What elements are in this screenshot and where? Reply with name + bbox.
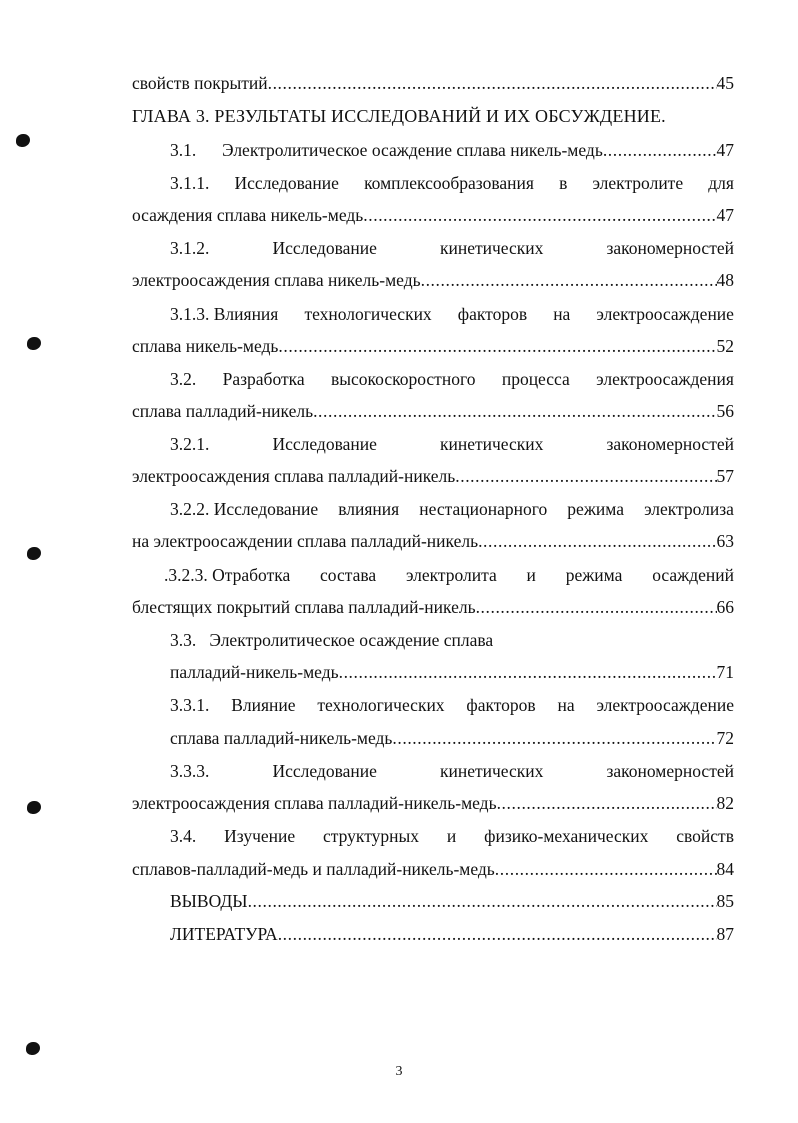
toc-word: факторов	[457, 304, 528, 324]
toc-entry-title: осаждения сплава никель-медь	[132, 205, 364, 225]
toc-word: и	[526, 565, 536, 585]
toc-word: Влияние	[231, 695, 296, 715]
toc-page-number: 48	[716, 270, 734, 290]
toc-entry-title: сплава палладий-никель	[132, 401, 314, 421]
toc-entry-line	[132, 203, 734, 227]
toc-word: Исследование	[272, 761, 377, 781]
toc-word: комплексообразования	[364, 173, 534, 193]
toc-page-number: 87	[716, 924, 734, 944]
toc-entry-title: на электроосаждении сплава палладий-никель	[132, 531, 479, 551]
toc-word: электролита	[405, 565, 497, 585]
toc-section-number: 3.4.	[170, 826, 197, 846]
dot-leader	[313, 399, 716, 423]
dot-leader	[495, 857, 717, 881]
toc-word: на	[553, 304, 571, 324]
toc-word: электролиза	[644, 499, 734, 519]
toc-entry-line	[170, 497, 734, 521]
dot-leader	[248, 889, 717, 913]
binder-hole-mark	[26, 1042, 40, 1055]
toc-entry-line	[170, 726, 734, 750]
toc-entry-line	[132, 857, 734, 881]
toc-word: структурных	[323, 826, 419, 846]
toc-entry-title: электроосаждения сплава палладий-никель-медь	[132, 793, 497, 813]
toc-section-number: 3.1.1.	[170, 173, 210, 193]
toc-word: технологических	[304, 304, 432, 324]
toc-word: закономерностей	[606, 238, 734, 258]
toc-entry-title: электроосаждения сплава никель-медь	[132, 270, 421, 290]
toc-word: электроосаждения	[596, 369, 734, 389]
toc-entry-line	[164, 563, 734, 587]
toc-word: нестационарного	[419, 499, 548, 519]
toc-section-number: 3.2.1.	[170, 434, 210, 454]
toc-page-number: 85	[716, 891, 734, 911]
toc-entry-title: электроосаждения сплава палладий-никель	[132, 466, 456, 486]
toc-entry-line	[170, 171, 734, 195]
toc-entry-title: сплавов-палладий-медь и палладий-никель-медь	[132, 859, 495, 879]
toc-entry-title: блестящих покрытий сплава палладий-никель	[132, 597, 476, 617]
toc-entry-line	[170, 693, 734, 717]
dot-leader	[278, 922, 717, 946]
toc-entry-line	[132, 71, 734, 95]
toc-word: кинетических	[439, 761, 544, 781]
toc-entry-line	[132, 399, 734, 423]
toc-entry-line	[132, 791, 734, 815]
toc-entry-title: палладий-никель-медь	[170, 662, 339, 682]
toc-entry-line	[170, 138, 734, 162]
toc-section-number: 3.2.2. Исследование	[170, 499, 319, 519]
toc-page-number: 71	[716, 662, 734, 682]
toc-word: кинетических	[439, 238, 544, 258]
toc-section-number: 3.1.	[170, 140, 197, 160]
toc-word: электролите	[592, 173, 684, 193]
toc-entry-line	[132, 529, 734, 553]
toc-word: влияния	[338, 499, 400, 519]
toc-word: Разработка	[222, 369, 305, 389]
page-number: 3	[395, 1064, 403, 1079]
toc-page-number: 56	[716, 401, 734, 421]
toc-word: процесса	[501, 369, 570, 389]
toc-page-number: 84	[716, 859, 734, 879]
dot-leader	[363, 203, 716, 227]
toc-entry-line	[170, 824, 734, 848]
toc-entry-line	[132, 334, 734, 358]
dot-leader	[339, 660, 717, 684]
binder-hole-mark	[27, 801, 41, 814]
toc-entry-line	[170, 367, 734, 391]
toc-page-number: 47	[716, 140, 734, 160]
toc-entry-line: 3.3. Электролитическое осаждение сплава	[170, 630, 494, 650]
toc-entry-title: Электролитическое осаждение сплава никель-медь	[222, 140, 603, 160]
toc-page-number: 45	[716, 73, 734, 93]
toc-word: электроосаждение	[596, 695, 734, 715]
toc-word: физико-механических	[484, 826, 649, 846]
toc-entry-title: ВЫВОДЫ	[170, 891, 248, 911]
toc-word: режима	[565, 565, 623, 585]
toc-section-number: 3.3.1.	[170, 695, 210, 715]
chapter-heading: ГЛАВА 3. РЕЗУЛЬТАТЫ ИССЛЕДОВАНИЙ И ИХ ОБСУЖДЕНИЕ.	[132, 106, 666, 126]
toc-page-number: 52	[716, 336, 734, 356]
toc-entry-line	[170, 432, 734, 456]
toc-word: для	[708, 173, 734, 193]
dot-leader	[497, 791, 717, 815]
toc-entry-line	[132, 595, 734, 619]
toc-word: факторов	[466, 695, 536, 715]
dot-leader	[278, 334, 716, 358]
toc-entry-line	[132, 464, 734, 488]
dot-leader	[455, 464, 716, 488]
toc-word: Исследование	[272, 434, 377, 454]
toc-entry-line	[170, 660, 734, 684]
toc-entry-title: сплава палладий-никель-медь	[170, 728, 393, 748]
toc-word: Изучение	[224, 826, 296, 846]
toc-entry-title: ЛИТЕРАТУРА	[170, 924, 278, 944]
toc-word: и	[446, 826, 457, 846]
toc-entry-title: сплава никель-медь	[132, 336, 279, 356]
toc-word: закономерностей	[606, 761, 734, 781]
toc-word: закономерностей	[606, 434, 734, 454]
toc-page-number: 47	[716, 205, 734, 225]
toc-entry-title: свойств покрытий	[132, 73, 268, 93]
dot-leader	[268, 71, 717, 95]
toc-word: электроосаждение	[596, 304, 734, 324]
toc-word: в	[559, 173, 568, 193]
toc-word: Исследование	[272, 238, 377, 258]
toc-entry-line	[132, 268, 734, 292]
binder-hole-mark	[16, 134, 30, 147]
toc-entry-line	[170, 302, 734, 326]
toc-page-number: 63	[716, 531, 734, 551]
toc-section-number: 3.1.2.	[170, 238, 210, 258]
dot-leader	[421, 268, 717, 292]
binder-hole-mark	[27, 547, 41, 560]
dot-leader	[478, 529, 716, 553]
toc-word: высокоскоростного	[331, 369, 476, 389]
toc-section-number: 3.1.3. Влияния	[170, 304, 279, 324]
toc-word: свойств	[676, 826, 734, 846]
toc-entry-line	[170, 922, 734, 946]
toc-entry-line	[170, 759, 734, 783]
toc-entry-line	[170, 889, 734, 913]
toc-page-number: 82	[716, 793, 734, 813]
toc-page-number: 72	[716, 728, 734, 748]
dot-leader	[476, 595, 717, 619]
toc-page-number: 57	[716, 466, 734, 486]
toc-word: состава	[320, 565, 377, 585]
toc-word: режима	[567, 499, 624, 519]
toc-page-number: 66	[716, 597, 734, 617]
toc-word: осаждений	[652, 565, 734, 585]
binder-hole-mark	[27, 337, 41, 350]
dot-leader	[392, 726, 716, 750]
toc-section-number: 3.2.	[170, 369, 197, 389]
toc-section-number: 3.3.3.	[170, 761, 210, 781]
toc-word: Исследование	[234, 173, 339, 193]
toc-entry-line	[170, 236, 734, 260]
toc-section-number: .3.2.3. Отработка	[164, 565, 291, 585]
toc-word: технологических	[317, 695, 445, 715]
toc-word: на	[557, 695, 575, 715]
toc-word: кинетических	[439, 434, 544, 454]
dot-leader	[603, 138, 717, 162]
